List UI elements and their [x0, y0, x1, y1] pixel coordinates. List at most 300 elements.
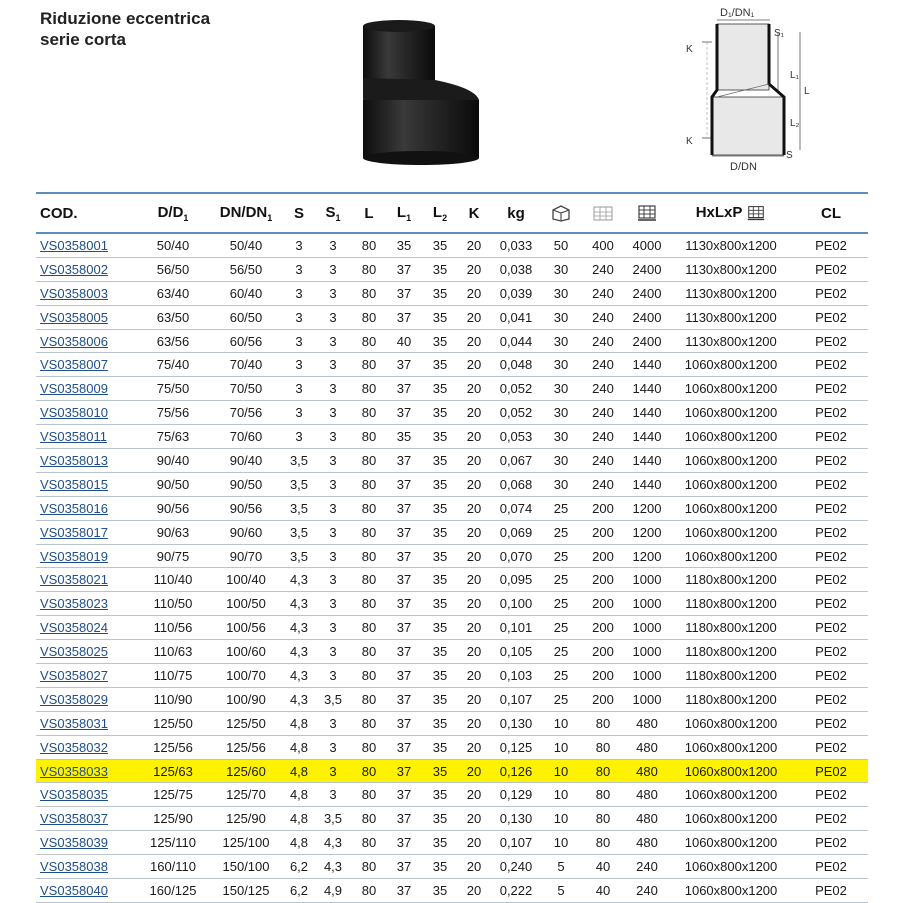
cell-cl: PE02 — [794, 759, 868, 783]
cell-s1: 4,3 — [314, 855, 352, 879]
header-d-sub: 1 — [183, 212, 189, 223]
cell-code[interactable]: VS0358029 — [36, 687, 138, 711]
cell-l2: 35 — [422, 544, 458, 568]
cell-carton: 240 — [580, 401, 626, 425]
cell-box: 25 — [542, 664, 580, 688]
cell-l1: 37 — [386, 544, 422, 568]
table-row — [36, 831, 868, 855]
cell-hxlxp: 1060x800x1200 — [668, 377, 794, 401]
header-s: S — [284, 193, 314, 233]
cell-cl: PE02 — [794, 233, 868, 257]
cell-pallet: 480 — [626, 831, 668, 855]
table-row — [36, 329, 868, 353]
cell-kg: 0,068 — [490, 472, 542, 496]
cell-l: 80 — [352, 496, 386, 520]
cell-dn-dn1: 60/40 — [208, 281, 284, 305]
cell-hxlxp: 1130x800x1200 — [668, 329, 794, 353]
cell-hxlxp: 1060x800x1200 — [668, 879, 794, 903]
cell-k: 20 — [458, 664, 490, 688]
cell-s1: 3 — [314, 257, 352, 281]
cell-dn-dn1: 90/60 — [208, 520, 284, 544]
cell-cl: PE02 — [794, 544, 868, 568]
cell-hxlxp: 1180x800x1200 — [668, 640, 794, 664]
cell-hxlxp: 1060x800x1200 — [668, 855, 794, 879]
cell-dn-dn1: 125/90 — [208, 807, 284, 831]
cell-s1: 3 — [314, 664, 352, 688]
cell-code[interactable]: VS0358025 — [36, 640, 138, 664]
cell-pallet: 1440 — [626, 377, 668, 401]
cell-carton: 200 — [580, 687, 626, 711]
cell-k: 20 — [458, 496, 490, 520]
cell-box: 30 — [542, 377, 580, 401]
cell-l2: 35 — [422, 855, 458, 879]
cell-code[interactable]: VS0358002 — [36, 257, 138, 281]
cell-d-d1: 90/40 — [138, 449, 208, 473]
cell-code[interactable]: VS0358007 — [36, 353, 138, 377]
cell-pallet: 1440 — [626, 472, 668, 496]
cell-l: 80 — [352, 783, 386, 807]
cell-carton: 240 — [580, 305, 626, 329]
cell-code[interactable]: VS0358023 — [36, 592, 138, 616]
cell-l2: 35 — [422, 305, 458, 329]
cell-d-d1: 50/40 — [138, 233, 208, 257]
cell-pallet: 1200 — [626, 544, 668, 568]
table-row — [36, 496, 868, 520]
cell-carton: 200 — [580, 568, 626, 592]
cell-l1: 37 — [386, 735, 422, 759]
cell-l2: 35 — [422, 329, 458, 353]
cell-d-d1: 110/90 — [138, 687, 208, 711]
cell-code[interactable]: VS0358040 — [36, 879, 138, 903]
cell-cl: PE02 — [794, 592, 868, 616]
cell-l2: 35 — [422, 233, 458, 257]
cell-kg: 0,048 — [490, 353, 542, 377]
cell-cl: PE02 — [794, 472, 868, 496]
header-box — [542, 193, 580, 233]
cell-d-d1: 63/40 — [138, 281, 208, 305]
cell-cl: PE02 — [794, 520, 868, 544]
cell-carton: 200 — [580, 640, 626, 664]
header-l1-sub: 1 — [406, 212, 412, 223]
cell-carton: 240 — [580, 472, 626, 496]
cell-hxlxp: 1180x800x1200 — [668, 664, 794, 688]
cell-hxlxp: 1130x800x1200 — [668, 233, 794, 257]
cell-l: 80 — [352, 281, 386, 305]
cell-code[interactable]: VS0358027 — [36, 664, 138, 688]
cell-d-d1: 125/50 — [138, 711, 208, 735]
cell-s: 3 — [284, 401, 314, 425]
cell-cl: PE02 — [794, 305, 868, 329]
cell-s: 4,3 — [284, 687, 314, 711]
cell-l2: 35 — [422, 496, 458, 520]
cell-dn-dn1: 60/56 — [208, 329, 284, 353]
cell-s: 3,5 — [284, 449, 314, 473]
table-row — [36, 568, 868, 592]
cell-l2: 35 — [422, 568, 458, 592]
cell-cl: PE02 — [794, 496, 868, 520]
cell-s: 3 — [284, 425, 314, 449]
cell-box: 10 — [542, 831, 580, 855]
cell-dn-dn1: 100/90 — [208, 687, 284, 711]
cell-code[interactable]: VS0358015 — [36, 472, 138, 496]
cell-k: 20 — [458, 257, 490, 281]
cell-kg: 0,033 — [490, 233, 542, 257]
cell-d-d1: 75/40 — [138, 353, 208, 377]
cell-code[interactable]: VS0358033 — [36, 759, 138, 783]
cell-box: 30 — [542, 425, 580, 449]
table-row — [36, 257, 868, 281]
cell-code[interactable]: VS0358019 — [36, 544, 138, 568]
cell-carton: 240 — [580, 353, 626, 377]
cell-k: 20 — [458, 281, 490, 305]
cell-l: 80 — [352, 377, 386, 401]
cell-box: 10 — [542, 735, 580, 759]
cell-box: 10 — [542, 759, 580, 783]
header-s1-main: S — [325, 203, 336, 221]
cell-k: 20 — [458, 449, 490, 473]
cell-l1: 37 — [386, 520, 422, 544]
header-d-main: D/D — [157, 203, 184, 221]
cell-carton: 240 — [580, 425, 626, 449]
cell-k: 20 — [458, 592, 490, 616]
cell-d-d1: 125/75 — [138, 783, 208, 807]
cell-k: 20 — [458, 640, 490, 664]
cell-hxlxp: 1060x800x1200 — [668, 472, 794, 496]
cell-l1: 37 — [386, 496, 422, 520]
table-row — [36, 592, 868, 616]
cell-cl: PE02 — [794, 664, 868, 688]
cell-k: 20 — [458, 233, 490, 257]
cell-code[interactable]: VS0358017 — [36, 520, 138, 544]
cell-dn-dn1: 125/60 — [208, 759, 284, 783]
cell-k: 20 — [458, 544, 490, 568]
cell-l: 80 — [352, 807, 386, 831]
cell-d-d1: 110/50 — [138, 592, 208, 616]
cell-k: 20 — [458, 807, 490, 831]
cell-l2: 35 — [422, 353, 458, 377]
cell-hxlxp: 1060x800x1200 — [668, 807, 794, 831]
header-carton — [580, 193, 626, 233]
cell-code[interactable]: VS0358024 — [36, 616, 138, 640]
cell-s1: 3 — [314, 233, 352, 257]
cell-box: 30 — [542, 449, 580, 473]
cell-l2: 35 — [422, 687, 458, 711]
cell-s: 3 — [284, 281, 314, 305]
cell-box: 30 — [542, 401, 580, 425]
cell-code[interactable]: VS0358032 — [36, 735, 138, 759]
cell-kg: 0,103 — [490, 664, 542, 688]
cell-cl: PE02 — [794, 735, 868, 759]
cell-carton: 80 — [580, 783, 626, 807]
header-cod: COD. — [36, 193, 138, 233]
cell-dn-dn1: 90/56 — [208, 496, 284, 520]
table-row — [36, 233, 868, 257]
cell-pallet: 2400 — [626, 329, 668, 353]
cell-pallet: 1440 — [626, 449, 668, 473]
cell-d-d1: 75/63 — [138, 425, 208, 449]
table-row — [36, 520, 868, 544]
cell-l1: 37 — [386, 855, 422, 879]
header-hxlxp-label: HxLxP — [695, 203, 743, 221]
header-s1-sub: 1 — [335, 212, 341, 223]
cell-code[interactable]: VS0358035 — [36, 783, 138, 807]
cell-carton: 80 — [580, 831, 626, 855]
cell-carton: 240 — [580, 257, 626, 281]
cell-s1: 3 — [314, 544, 352, 568]
cell-hxlxp: 1130x800x1200 — [668, 281, 794, 305]
cell-l: 80 — [352, 544, 386, 568]
cell-cl: PE02 — [794, 807, 868, 831]
cell-cl: PE02 — [794, 377, 868, 401]
header-l2-main: L — [432, 203, 443, 221]
cell-s: 3 — [284, 353, 314, 377]
cell-cl: PE02 — [794, 879, 868, 903]
cell-code[interactable]: VS0358001 — [36, 233, 138, 257]
cell-box: 25 — [542, 640, 580, 664]
cell-l1: 35 — [386, 425, 422, 449]
cell-carton: 40 — [580, 879, 626, 903]
cell-cl: PE02 — [794, 568, 868, 592]
cell-l1: 37 — [386, 401, 422, 425]
technical-drawing — [682, 2, 812, 180]
cell-hxlxp: 1060x800x1200 — [668, 353, 794, 377]
cell-l: 80 — [352, 305, 386, 329]
cell-hxlxp: 1060x800x1200 — [668, 425, 794, 449]
cell-l2: 35 — [422, 592, 458, 616]
cell-l1: 37 — [386, 281, 422, 305]
cell-d-d1: 125/63 — [138, 759, 208, 783]
cell-dn-dn1: 100/56 — [208, 616, 284, 640]
cell-code[interactable]: VS0358011 — [36, 425, 138, 449]
cell-pallet: 480 — [626, 735, 668, 759]
cell-d-d1: 110/56 — [138, 616, 208, 640]
cell-kg: 0,052 — [490, 401, 542, 425]
cell-l1: 37 — [386, 353, 422, 377]
cell-pallet: 1000 — [626, 640, 668, 664]
cell-hxlxp: 1180x800x1200 — [668, 592, 794, 616]
cell-s1: 3 — [314, 568, 352, 592]
cell-d-d1: 125/90 — [138, 807, 208, 831]
cell-s1: 3 — [314, 472, 352, 496]
cell-carton: 200 — [580, 496, 626, 520]
cell-l: 80 — [352, 449, 386, 473]
cell-l2: 35 — [422, 759, 458, 783]
diagram-label-s: S — [786, 150, 793, 161]
product-table — [36, 192, 868, 903]
box-icon — [551, 204, 571, 222]
cell-kg: 0,130 — [490, 711, 542, 735]
cell-cl: PE02 — [794, 640, 868, 664]
diagram-label-l: L — [804, 86, 810, 97]
cell-code[interactable]: VS0358009 — [36, 377, 138, 401]
table-row — [36, 281, 868, 305]
cell-l2: 35 — [422, 711, 458, 735]
header-dn-main: DN/DN — [219, 203, 268, 221]
cell-s1: 3 — [314, 759, 352, 783]
cell-code[interactable]: VS0358038 — [36, 855, 138, 879]
cell-l2: 35 — [422, 783, 458, 807]
cell-dn-dn1: 100/40 — [208, 568, 284, 592]
cell-s: 6,2 — [284, 879, 314, 903]
cell-k: 20 — [458, 568, 490, 592]
cell-dn-dn1: 50/40 — [208, 233, 284, 257]
cell-s1: 3 — [314, 377, 352, 401]
cell-s1: 3 — [314, 592, 352, 616]
cell-carton: 200 — [580, 616, 626, 640]
cell-carton: 80 — [580, 759, 626, 783]
cell-cl: PE02 — [794, 257, 868, 281]
cell-cl: PE02 — [794, 711, 868, 735]
diagram-label-k-top: K — [686, 44, 693, 55]
cell-s: 6,2 — [284, 855, 314, 879]
cell-d-d1: 125/110 — [138, 831, 208, 855]
cell-k: 20 — [458, 520, 490, 544]
cell-s: 3 — [284, 329, 314, 353]
cell-pallet: 480 — [626, 711, 668, 735]
header-hxlxp — [668, 193, 794, 233]
cell-box: 25 — [542, 687, 580, 711]
cell-pallet: 1440 — [626, 425, 668, 449]
cell-pallet: 1200 — [626, 496, 668, 520]
table-row — [36, 616, 868, 640]
cell-dn-dn1: 70/50 — [208, 377, 284, 401]
cell-cl: PE02 — [794, 329, 868, 353]
cell-d-d1: 63/56 — [138, 329, 208, 353]
cell-l: 80 — [352, 735, 386, 759]
table-row — [36, 687, 868, 711]
diagram-label-l2: L₂ — [790, 118, 800, 129]
cell-dn-dn1: 100/50 — [208, 592, 284, 616]
cell-carton: 200 — [580, 544, 626, 568]
cell-s: 3,5 — [284, 520, 314, 544]
cell-l1: 37 — [386, 472, 422, 496]
cell-pallet: 1000 — [626, 616, 668, 640]
table-row — [36, 855, 868, 879]
cell-hxlxp: 1060x800x1200 — [668, 711, 794, 735]
cell-dn-dn1: 150/125 — [208, 879, 284, 903]
cell-carton: 200 — [580, 664, 626, 688]
cell-pallet: 2400 — [626, 281, 668, 305]
cell-s: 3 — [284, 305, 314, 329]
table-row — [36, 425, 868, 449]
cell-code[interactable]: VS0358039 — [36, 831, 138, 855]
cell-l: 80 — [352, 233, 386, 257]
cell-box: 25 — [542, 520, 580, 544]
cell-k: 20 — [458, 855, 490, 879]
cell-pallet: 240 — [626, 879, 668, 903]
cell-dn-dn1: 70/60 — [208, 425, 284, 449]
cell-cl: PE02 — [794, 687, 868, 711]
cell-code[interactable]: VS0358021 — [36, 568, 138, 592]
cell-k: 20 — [458, 616, 490, 640]
cell-l: 80 — [352, 472, 386, 496]
cell-code[interactable]: VS0358010 — [36, 401, 138, 425]
cell-l2: 35 — [422, 449, 458, 473]
cell-carton: 80 — [580, 711, 626, 735]
cell-l1: 37 — [386, 807, 422, 831]
cell-s1: 3 — [314, 616, 352, 640]
cell-code[interactable]: VS0358013 — [36, 449, 138, 473]
cell-box: 25 — [542, 616, 580, 640]
cell-kg: 0,039 — [490, 281, 542, 305]
cell-cl: PE02 — [794, 281, 868, 305]
cell-kg: 0,095 — [490, 568, 542, 592]
cell-l1: 37 — [386, 592, 422, 616]
cell-l: 80 — [352, 687, 386, 711]
cell-d-d1: 75/56 — [138, 401, 208, 425]
header-dn-sub: 1 — [267, 212, 273, 223]
cell-pallet: 1000 — [626, 664, 668, 688]
cell-s: 3,5 — [284, 472, 314, 496]
cell-code[interactable]: VS0358037 — [36, 807, 138, 831]
cell-d-d1: 63/50 — [138, 305, 208, 329]
cell-code[interactable]: VS0358016 — [36, 496, 138, 520]
cell-pallet: 1000 — [626, 687, 668, 711]
cell-l1: 37 — [386, 831, 422, 855]
table-row — [36, 449, 868, 473]
cell-code[interactable]: VS0358006 — [36, 329, 138, 353]
cell-l1: 37 — [386, 568, 422, 592]
cell-l: 80 — [352, 616, 386, 640]
cell-s: 4,3 — [284, 664, 314, 688]
cell-code[interactable]: VS0358003 — [36, 281, 138, 305]
cell-d-d1: 160/125 — [138, 879, 208, 903]
cell-s1: 3 — [314, 281, 352, 305]
cell-box: 25 — [542, 544, 580, 568]
cell-cl: PE02 — [794, 616, 868, 640]
table-row — [36, 759, 868, 783]
cell-box: 30 — [542, 305, 580, 329]
cell-l1: 37 — [386, 640, 422, 664]
cell-code[interactable]: VS0358031 — [36, 711, 138, 735]
cell-k: 20 — [458, 329, 490, 353]
cell-s1: 3 — [314, 783, 352, 807]
cell-l1: 37 — [386, 783, 422, 807]
cell-kg: 0,044 — [490, 329, 542, 353]
cell-s1: 3 — [314, 329, 352, 353]
cell-carton: 40 — [580, 855, 626, 879]
cell-l2: 35 — [422, 831, 458, 855]
cell-s1: 3 — [314, 401, 352, 425]
header-k: K — [458, 193, 490, 233]
cell-k: 20 — [458, 425, 490, 449]
cell-l2: 35 — [422, 664, 458, 688]
cell-hxlxp: 1060x800x1200 — [668, 401, 794, 425]
cell-s: 4,8 — [284, 807, 314, 831]
cell-s: 3 — [284, 377, 314, 401]
cell-dn-dn1: 70/40 — [208, 353, 284, 377]
cell-box: 10 — [542, 711, 580, 735]
cell-dn-dn1: 100/60 — [208, 640, 284, 664]
cell-l: 80 — [352, 568, 386, 592]
cell-d-d1: 90/75 — [138, 544, 208, 568]
cell-carton: 200 — [580, 592, 626, 616]
cell-l1: 35 — [386, 233, 422, 257]
cell-hxlxp: 1060x800x1200 — [668, 831, 794, 855]
cell-kg: 0,101 — [490, 616, 542, 640]
diagram-label-l1: L₁ — [790, 70, 799, 81]
cell-cl: PE02 — [794, 401, 868, 425]
cell-s1: 4,9 — [314, 879, 352, 903]
table-row — [36, 783, 868, 807]
diagram-label-d1: D₁/DN₁ — [720, 7, 755, 19]
cell-s: 4,3 — [284, 616, 314, 640]
cell-s: 3 — [284, 257, 314, 281]
cell-box: 10 — [542, 807, 580, 831]
cell-k: 20 — [458, 305, 490, 329]
cell-hxlxp: 1060x800x1200 — [668, 735, 794, 759]
cell-code[interactable]: VS0358005 — [36, 305, 138, 329]
